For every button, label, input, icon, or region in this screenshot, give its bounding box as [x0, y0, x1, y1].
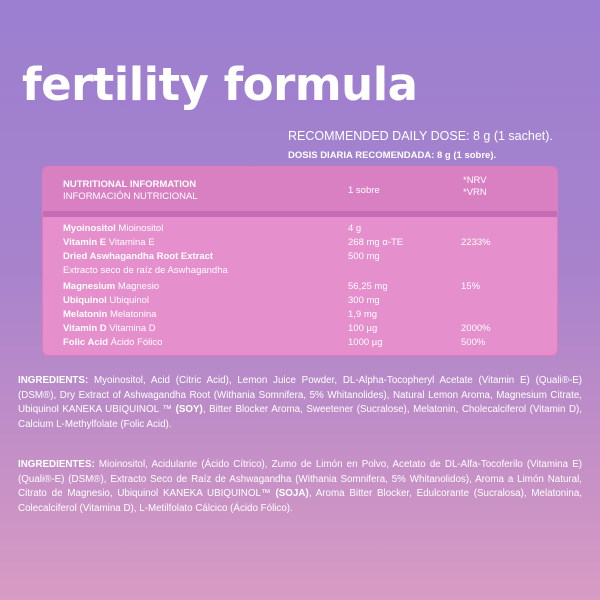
ingredients-en-label: INGREDIENTS: [18, 375, 89, 386]
recommended-dose-en: RECOMMENDED DAILY DOSE: 8 g (1 sachet). [288, 129, 553, 143]
nutrition-table [42, 166, 558, 356]
nutrient-nrv: 2000% [461, 323, 491, 334]
nutrition-info-heading [63, 179, 198, 203]
vrn-label: *VRN [463, 187, 487, 198]
nrv-column-heading [463, 175, 487, 199]
nutrient-amount: 300 mg [348, 295, 380, 306]
nutrient-name: Extracto seco de raíz de Aswhagandha [63, 265, 228, 276]
nutrient-name: Myoinositol Mioinositol [63, 223, 164, 234]
nutrient-name: Melatonin Melatonina [63, 309, 157, 320]
nutrient-amount: 1000 µg [348, 337, 383, 348]
product-title: fertility formula [22, 58, 418, 111]
nutrient-nrv: 15% [461, 281, 481, 292]
nutrient-nrv: 2233% [461, 237, 491, 248]
nrv-label: *NRV [463, 175, 487, 186]
recommended-dose-es: DOSIS DIARIA RECOMENDADA: 8 g (1 sobre). [288, 150, 497, 161]
nutrient-amount: 100 µg [348, 323, 378, 334]
nutrition-table-header [43, 167, 557, 211]
nutrient-amount: 1,9 mg [348, 309, 378, 320]
ingredients-en-text-2: , Bitter Blocker Aroma, Sweetener (Sucralose), Melatonin, Cholecalciferol (Vitamin D), Calcium L-Methylfolate (Folic Acid). [18, 404, 583, 430]
nutrient-name: Folic Acid Ácido Fólico [63, 337, 163, 348]
nutrition-table-body [43, 217, 557, 356]
ingredients-en-allergen: (SOY) [172, 404, 203, 415]
nutrient-name: Vitamin D Vitamina D [63, 323, 156, 334]
ingredients-es [18, 458, 582, 516]
nutrient-name: Magnesium Magnesio [63, 281, 160, 292]
ingredients-es-text-2: , Aroma Bitter Blocker, Edulcorante (Sucralosa), Melatonina, Colecalciferol (Vitamina D), L-Metilfolato Cálcico (Ácido Fólico). [18, 488, 583, 514]
nutrient-name: Ubiquinol Ubiquinol [63, 295, 150, 306]
nutrient-name: Vitamin E Vitamina E [63, 237, 155, 248]
nutrition-info-heading-en: NUTRITIONAL INFORMATION [63, 179, 197, 190]
ingredients-es-allergen: (SOJA) [270, 488, 309, 499]
nutrient-amount: 56,25 mg [348, 281, 388, 292]
nutrient-amount: 268 mg α-TE [348, 237, 404, 248]
serving-column-heading: 1 sobre [348, 185, 380, 196]
nutrient-nrv: 500% [461, 337, 486, 348]
ingredients-en-text: Myoinositol, Acid (Citric Acid), Lemon Juice Powder, DL-Alpha-Tocopheryl Acetate (Vitamin E) (Quali®-E) (DSM®), Dry Extract of Ashwagandha Root (Withania Somnifera, 5% Whitanolides), Natural Lemon Aroma, Magnesium Citrate, Ubiquinol KANEKA UBIQUINOL ™ [18, 375, 582, 415]
nutrition-info-heading-es: INFORMACIÓN NUTRICIONAL [63, 191, 198, 202]
nutrient-amount: 4 g [348, 223, 362, 234]
ingredients-es-text: Mioinositol, Acidulante (Ácido Cítrico), Zumo de Limón en Polvo, Acetato de DL-Alfa-Tocoferilo (Vitamina E) (Quali®-E) (DSM®), Extracto Seco de Raíz de Ashwagandha (Withania Somnifera, 5% Whitanolidos), Aroma a Limón Natural, Citrato de Magnesio, Ubiquinol KANEKA UBIQUINOL™ [18, 459, 582, 499]
nutrient-amount: 500 mg [348, 251, 380, 262]
nutrient-name: Dried Aswhagandha Root Extract [63, 251, 214, 262]
ingredients-en [18, 374, 582, 432]
ingredients-es-label: INGREDIENTES: [18, 459, 95, 470]
